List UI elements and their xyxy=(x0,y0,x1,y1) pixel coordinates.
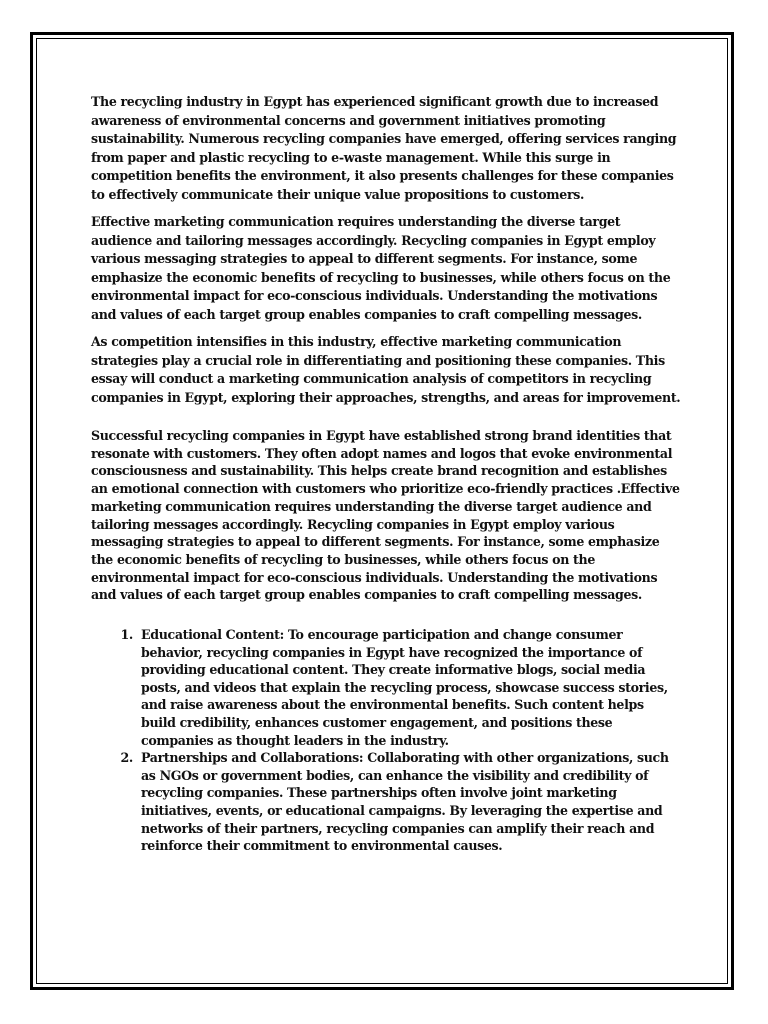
paragraph-competition: As competition intensifies in this industry, effective marketing communication strategies play a crucial role in differentiating and positioning these companies. This essay will conduct a marketing communication analysis of competitors in recycling companies in Egypt, exploring their approaches, strengths, and areas for improvement. xyxy=(91,334,681,405)
numbered-list xyxy=(91,626,681,855)
paragraph-target-audience: Effective marketing communication requires understanding the diverse target audience and tailoring messages accordingly. Recycling companies in Egypt employ various messaging strategies to appeal to different segments. For instance, some emphasize the economic benefits of recycling to businesses, while others focus on the environmental impact for eco-conscious individuals. Understanding the motivations and values of each target group enables companies to craft compelling messages. xyxy=(91,214,671,322)
document-body xyxy=(91,93,681,855)
paragraph-intro: The recycling industry in Egypt has experienced significant growth due to increased awareness of environmental concerns and government initiatives promoting sustainability. Numerous recycling companies have emerged, offering services ranging from paper and plastic recycling to e-waste management. While this surge in competition benefits the environment, it also presents challenges for these companies to effectively communicate their unique value propositions to customers. xyxy=(91,94,677,202)
list-item-partnerships: 2. Partnerships and Collaborations: Collaborating with other organizations, such as NGOs or government bodies, can enhance the visibility and credibility of recycling companies. These partnerships often involve joint marketing initiatives, events, or educational campaigns. By leveraging the expertise and networks of their partners, recycling companies can amplify their reach and reinforce their commitment to environmental causes. xyxy=(137,749,681,855)
paragraph-brand-identity: Successful recycling companies in Egypt have established strong brand identities that resonate with customers. They often adopt names and logos that evoke environmental consciousness and sustainability. This helps create brand recognition and establishes an emotional connection with customers who prioritize eco-friendly practices .Effective marketing communication requires understanding the diverse target audience and tailoring messages accordingly. Recycling companies in Egypt employ various messaging strategies to appeal to different segments. For instance, some emphasize the economic benefits of recycling to businesses, while others focus on the environmental impact for eco-conscious individuals. Understanding the motivations and values of each target group enables companies to craft compelling messages. xyxy=(91,428,680,603)
list-item-educational-content: 1. Educational Content: To encourage participation and change consumer behavior, recycling companies in Egypt have recognized the importance of providing educational content. They create informative blogs, social media posts, and videos that explain the recycling process, showcase success stories, and raise awareness about the environmental benefits. Such content helps build credibility, enhances customer engagement, and positions these companies as thought leaders in the industry. xyxy=(137,626,681,749)
